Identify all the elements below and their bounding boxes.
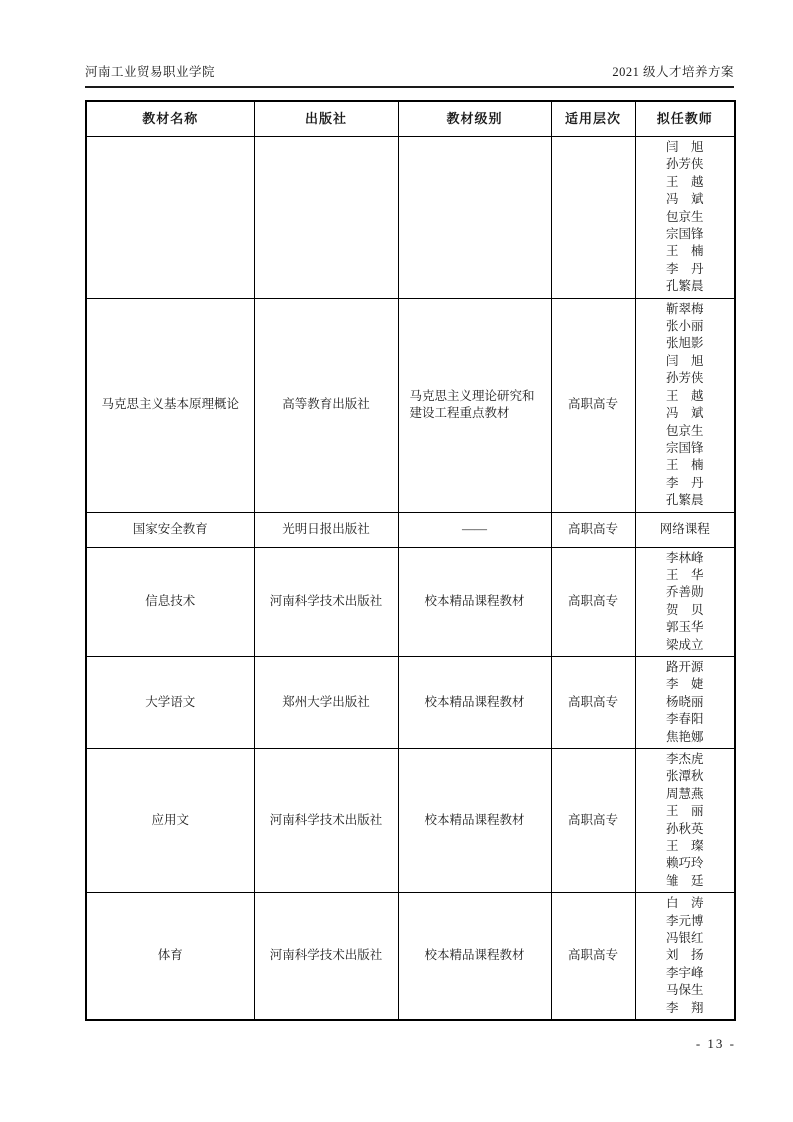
- cell-textbook-name: 应用文: [86, 749, 254, 893]
- cell-textbook-name: 体育: [86, 893, 254, 1020]
- teacher-name: 张潭秋: [665, 769, 704, 784]
- teacher-name: 闫 旭: [665, 140, 704, 154]
- teacher-name: 冯 斌: [665, 406, 704, 421]
- header-school-name: 河南工业贸易职业学院: [85, 65, 216, 79]
- cell-level: 马克思主义理论研究和建设工程重点教材: [398, 298, 551, 512]
- teacher-name: 包京生: [665, 423, 704, 438]
- cell-applicable-layer: [551, 137, 635, 299]
- column-header: 适用层次: [551, 101, 635, 137]
- teacher-name: 冯 斌: [665, 192, 704, 207]
- cell-textbook-name: 国家安全教育: [86, 512, 254, 547]
- cell-teachers: [635, 749, 735, 893]
- teacher-name: 宗国锋: [665, 440, 704, 455]
- cell-level: 校本精品课程教材: [398, 893, 551, 1020]
- teacher-name: 杨晓丽: [665, 694, 704, 709]
- teacher-name: 王 楠: [665, 244, 704, 259]
- teacher-name: 路开源: [665, 659, 704, 674]
- header-plan-title: 2021 级人才培养方案: [612, 65, 734, 79]
- teacher-name: 宗国锋: [665, 227, 704, 242]
- cell-teachers: [635, 512, 735, 547]
- teacher-name: 王 璨: [665, 839, 704, 854]
- teacher-name: 王 楠: [665, 458, 704, 473]
- teacher-name: 李杰虎: [665, 752, 704, 766]
- cell-textbook-name: 大学语文: [86, 656, 254, 748]
- teacher-name: 李春阳: [665, 712, 704, 727]
- teacher-name: 孙秋英: [665, 821, 704, 836]
- teacher-name: 孔繁晨: [665, 279, 704, 294]
- table-row: [86, 512, 735, 547]
- cell-applicable-layer: 高职高专: [551, 749, 635, 893]
- teacher-name: 白 涛: [665, 896, 704, 911]
- cell-level: 校本精品课程教材: [398, 656, 551, 748]
- page-number: - 13 -: [695, 1036, 736, 1051]
- teacher-name: 李 丹: [665, 261, 704, 276]
- textbook-table: [85, 100, 736, 1021]
- teacher-name: 孔繁晨: [665, 493, 704, 508]
- cell-level: 校本精品课程教材: [398, 749, 551, 893]
- cell-publisher: 河南科学技术出版社: [254, 749, 398, 893]
- teacher-name: 赖巧玲: [665, 856, 704, 871]
- teacher-name: 张小丽: [665, 319, 704, 334]
- column-header: 拟任教师: [635, 101, 735, 137]
- cell-applicable-layer: 高职高专: [551, 298, 635, 512]
- cell-publisher: 郑州大学出版社: [254, 656, 398, 748]
- teacher-name: 冯银红: [665, 931, 704, 946]
- teacher-name: 贺 贝: [665, 602, 704, 617]
- teacher-name: 包京生: [665, 209, 704, 224]
- cell-teachers: [635, 547, 735, 656]
- teacher-name: 刘 扬: [665, 948, 704, 963]
- teacher-name: 雏 廷: [665, 873, 704, 888]
- teacher-name: 王 华: [665, 567, 704, 582]
- table-row: [86, 893, 735, 1020]
- cell-publisher: 光明日报出版社: [254, 512, 398, 547]
- cell-textbook-name: 马克思主义基本原理概论: [86, 298, 254, 512]
- cell-teachers: [635, 137, 735, 299]
- teacher-name: 王 丽: [665, 804, 704, 819]
- cell-publisher: 高等教育出版社: [254, 298, 398, 512]
- cell-textbook-name: [86, 137, 254, 299]
- cell-level: ——: [398, 512, 551, 547]
- cell-publisher: 河南科学技术出版社: [254, 547, 398, 656]
- column-header: 教材级别: [398, 101, 551, 137]
- column-header: 出版社: [254, 101, 398, 137]
- teacher-name: 孙芳侠: [665, 371, 704, 386]
- teacher-name: 李 翔: [665, 1000, 704, 1015]
- teacher-name: 李 丹: [665, 475, 704, 490]
- teacher-name: 李元博: [665, 913, 704, 928]
- cell-applicable-layer: 高职高专: [551, 893, 635, 1020]
- teacher-name: 郭玉华: [665, 620, 704, 635]
- table-row: [86, 547, 735, 656]
- document-header: [85, 62, 734, 80]
- teacher-name: 周慧燕: [665, 786, 704, 801]
- teacher-name: 焦艳娜: [665, 729, 704, 744]
- cell-teachers: [635, 656, 735, 748]
- table-row: [86, 137, 735, 299]
- cell-level: 校本精品课程教材: [398, 547, 551, 656]
- cell-applicable-layer: 高职高专: [551, 512, 635, 547]
- teacher-name: 靳翠梅: [665, 301, 704, 316]
- cell-publisher: 河南科学技术出版社: [254, 893, 398, 1020]
- teacher-name: 闫 旭: [665, 353, 704, 368]
- teacher-name: 李林峰: [665, 550, 704, 565]
- header-divider-line: [85, 86, 734, 88]
- cell-teachers: [635, 893, 735, 1020]
- teacher-name: 李宇峰: [665, 965, 704, 980]
- teacher-name: 王 越: [665, 388, 704, 403]
- teacher-name: 乔善勋: [665, 585, 704, 600]
- cell-teachers: [635, 298, 735, 512]
- cell-textbook-name: 信息技术: [86, 547, 254, 656]
- cell-publisher: [254, 137, 398, 299]
- table-row: [86, 298, 735, 512]
- cell-level: [398, 137, 551, 299]
- cell-applicable-layer: 高职高专: [551, 656, 635, 748]
- teacher-name: 张旭影: [665, 336, 704, 351]
- teacher-name: 李 婕: [665, 677, 704, 692]
- cell-applicable-layer: 高职高专: [551, 547, 635, 656]
- table-row: [86, 656, 735, 748]
- teacher-name: 王 越: [665, 174, 704, 189]
- teacher-name: 马保生: [665, 983, 704, 998]
- teacher-name: 梁成立: [665, 637, 704, 652]
- teacher-name: 孙芳侠: [665, 157, 704, 172]
- teacher-name: 网络课程: [659, 521, 710, 536]
- table-header-row: [86, 101, 735, 137]
- column-header: 教材名称: [86, 101, 254, 137]
- table-row: [86, 749, 735, 893]
